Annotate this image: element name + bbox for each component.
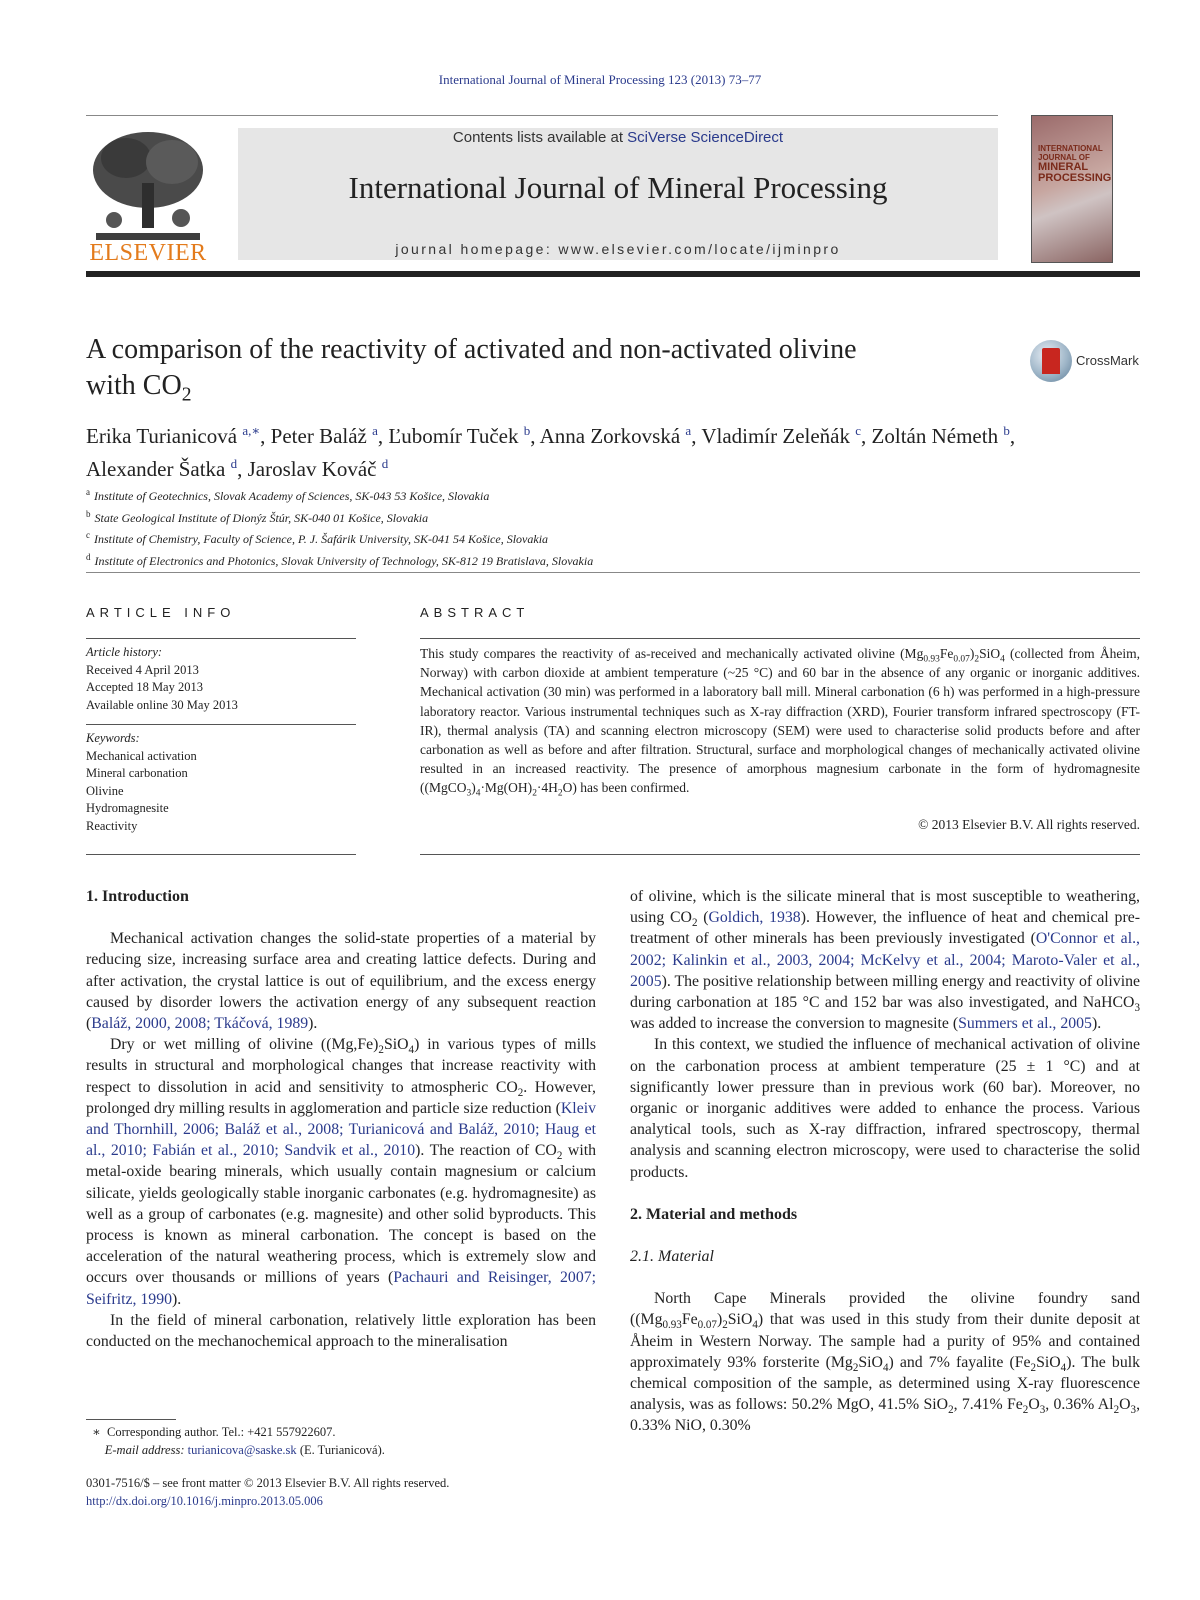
author-affil-link[interactable]: d	[381, 456, 389, 471]
section-rule	[86, 572, 1140, 573]
online-date: Available online 30 May 2013	[86, 697, 238, 712]
author-name: Ľubomír Tuček	[388, 424, 519, 448]
contents-prefix: Contents lists available at	[452, 129, 628, 146]
affiliation-item: $^c$ Institute of Chemistry, Faculty of Science, P. J. Šafárik University, SK-041 54 Košice, Slovakia	[86, 530, 549, 546]
journal-homepage[interactable]: journal homepage: www.elsevier.com/locate/ijminpro	[395, 241, 841, 257]
article-history	[86, 644, 356, 714]
citation-link[interactable]: Kleiv and Thornhill, 2006; Baláž et al., 2008; Turianicová and Baláž, 2010; Haug et al., 2010; Fabián et al., 2010; Sandvik et al., 2010	[86, 1099, 596, 1160]
keyword: Hydromagnesite	[86, 801, 169, 815]
citation-link[interactable]: Pachauri and Reisinger, 2007; Seifritz, 1990	[86, 1269, 597, 1308]
contents-line	[238, 128, 998, 148]
crossmark-badge[interactable]	[1030, 340, 1200, 384]
keywords-rule	[86, 724, 356, 725]
abstract-heading: ABSTRACT	[420, 605, 530, 620]
author-affil-link[interactable]: a,∗	[242, 423, 261, 438]
history-label: Article history:	[86, 645, 163, 659]
keyword: Mineral carbonation	[86, 766, 188, 780]
cover-title: INTERNATIONAL JOURNAL OF MINERAL PROCESSING	[1038, 144, 1112, 184]
abstract-text: This study compares the reactivity of as-received and mechanically activated olivine $(Mg_{0.93}Fe_{0.07})_2SiO_4$ (collected from Åheim, Norway) with carbon dioxide at ambient temperature (~25 °C) and 60 bar in the absence of any organic or inorganic additives. Mechanical activation (30 min) was performed in a laboratory ball mill. Mineral carbonation (6 h) was performed in a high-pressure laboratory reactor. Various instrumental techniques such as X-ray diffraction (XRD), Fourier transform infrared spectroscopy (FT-IR), thermal analysis (TA) and scanning electron microscopy (SEM) were used to characterise solid products before and after carbonation as well as before and after filtration. Structural, surface and morphological changes of mechanically activated olivine resulted in an increased reactivity. The presence of amorphous magnesium carbonate in the form of hydromagnesite $((MgCO_3)_4\cdot Mg(OH)_2\cdot 4H_2O)$ has been confirmed.	[420, 646, 1141, 800]
crossmark-label: CrossMark	[1076, 353, 1139, 368]
footnote-line: ∗ Corresponding author. Tel.: +421 557922607.	[92, 1425, 336, 1439]
footnote-email-line: E-mail address: turianicova@saske.sk (E. Turianicová).	[104, 1442, 385, 1457]
doi-link[interactable]: http://dx.doi.org/10.1016/j.minpro.2013.05.006	[86, 1493, 323, 1508]
front-matter	[86, 1475, 606, 1510]
author-name: Vladimír Zeleňák	[701, 424, 851, 448]
citation-link[interactable]: Goldich, 1938	[708, 909, 801, 927]
front-matter-text: 0301-7516/$ – see front matter © 2013 Elsevier B.V. All rights reserved.	[86, 1476, 450, 1490]
methods-heading: 2. Material and methods	[630, 1205, 798, 1223]
body-paragraph: In this context, we studied the influence of mechanical activation of olivine on the carbonation process at ambient temperature (25 ± 1 °C) and at significantly lower pressure than in previous work (60 bar). Moreover, no organic or inorganic additives were added to enhance the process. Various analytical tools, such as X-ray diffraction, infrared spectroscopy, thermal analysis and scanning electron microscopy, were used to characterise the solid products.	[630, 1036, 1140, 1181]
affiliation-item: $^d$ Institute of Electronics and Photonics, Slovak University of Technology, SK-812 19 Bratislava, Slovakia	[86, 551, 594, 568]
author-name: Zoltán Németh	[871, 424, 999, 448]
abstract-end-rule	[420, 854, 1140, 855]
journal-cover-image	[1031, 115, 1113, 263]
author-affil-link[interactable]: b	[1003, 423, 1010, 438]
citation-link[interactable]: Summers et al., 2005	[958, 1015, 1092, 1033]
author-affil-link[interactable]: d	[230, 456, 238, 471]
author-name: Anna Zorkovská	[539, 424, 681, 448]
header-rule	[86, 115, 998, 116]
journal-citation[interactable]: International Journal of Mineral Processing 123 (2013) 73–77	[438, 72, 762, 87]
keyword: Mechanical activation	[86, 748, 197, 763]
received-date: Received 4 April 2013	[86, 662, 199, 677]
cover-title-main: MINERAL PROCESSING	[1038, 161, 1112, 184]
author-affil-link[interactable]: a	[685, 423, 692, 438]
footnote-rule	[86, 1419, 176, 1420]
abstract-copyright: © 2013 Elsevier B.V. All rights reserved.	[918, 817, 1140, 832]
accepted-date: Accepted 18 May 2013	[86, 680, 203, 694]
author-name: Jaroslav Kováč	[247, 457, 377, 481]
article-info-end-rule	[86, 854, 356, 855]
corresponding-author-footnote	[86, 1424, 606, 1459]
journal-name: International Journal of Mineral Processing	[348, 170, 888, 205]
abstract-rule	[420, 638, 1140, 639]
title-line-1: A comparison of the reactivity of activated and non-activated olivine	[86, 334, 857, 365]
keyword: Olivine	[86, 783, 124, 798]
author-affil-link[interactable]: a	[372, 423, 378, 438]
body-paragraph: of olivine, which is the silicate mineral that is most susceptible to weathering, using $CO_2$ (Goldich, 1938). However, the influence of heat and chemical pre-treatment of other minerals has been previously investigated (O'Connor et al., 2002; Kalinkin et al., 2003, 2004; McKelvy et al., 2004; Maroto-Valer et al., 2005). The positive relationship between milling energy and reactivity of olivine during carbonation at 185 °C and 152 bar was also investigated, and NaHCO$_3$ was added to increase the conversion to magnesite (Summers et al., 2005).	[630, 888, 1140, 1033]
affiliation-list	[86, 484, 986, 570]
body-paragraph: In the field of mineral carbonation, relatively little exploration has been conducted on the mechanochemical approach to the mineralisation	[86, 1311, 596, 1351]
elsevier-wordmark: ELSEVIER	[89, 240, 207, 266]
keywords-block	[86, 730, 356, 835]
keywords-label: Keywords:	[86, 731, 140, 745]
email-link[interactable]: turianicova@saske.sk	[187, 1442, 297, 1457]
article-info-heading: ARTICLE INFO	[86, 605, 236, 620]
body-left-column	[86, 886, 596, 1352]
author-name: Peter Baláž	[270, 424, 367, 448]
body-paragraph: North Cape Minerals provided the olivine foundry sand $((Mg_{0.93}Fe_{0.07})_2SiO_4)$ that was used in this study from their dunite deposit at Åheim in Western Norway. The sample had a purity of 95% and contained approximately 93% forsterite $(Mg_2SiO_4)$ and 7% fayalite $(Fe_2SiO_4)$. The bulk chemical composition of the sample, as determined using X-ray fluorescence analysis, was as follows: 50.2% MgO, 41.5% SiO$_2$, 7.41% $Fe_2O_3$, 0.36% $Al_2O_3$, 0.33% NiO, 0.30%	[630, 1290, 1141, 1435]
affiliation-item: $^b$ State Geological Institute of Dionýz Štúr, SK-040 01 Košice, Slovakia	[86, 508, 429, 525]
author-affil-link[interactable]: b	[523, 423, 531, 438]
intro-heading: 1. Introduction	[86, 888, 189, 905]
title-line-2: with CO	[86, 370, 182, 401]
keyword: Reactivity	[86, 818, 138, 833]
material-heading: 2.1. Material	[630, 1248, 714, 1266]
body-paragraph: Mechanical activation changes the solid-state properties of a material by reducing size, increasing surface area and creating lattice defects. During and after activation, the crystal lattice is out of equilibrium, and the excess energy caused by disorder lowers the activation energy of any subsequent reaction (Baláž, 2000, 2008; Tkáčová, 1989).	[86, 930, 596, 1033]
body-paragraph: Dry or wet milling of olivine $((Mg,Fe)_2SiO_4)$ in various types of mills results in structural and morphological changes that increase reactivity with respect to dissolution in acid and sensitivity to atmospheric $CO_2$. However, prolonged dry milling results in agglomeration and particle size reduction (Kleiv and Thornhill, 2006; Baláž et al., 2008; Turianicová and Baláž, 2010; Haug et al., 2010; Fabián et al., 2010; Sandvik et al., 2010). The reaction of $CO_2$ with metal-oxide bearing minerals, which usually contain magnesium or calcium silicate, yields geologically stable inorganic carbonates (e.g. hydromagnesite) as well as a group of carbonates (e.g. magnesite) and other solid byproducts. This process is known as mineral carbonation. The concept is based on the acceleration of the natural weathering process, which is extremely slow and occurs over thousands or millions of years (Pachauri and Reisinger, 2007; Seifritz, 1990).	[86, 1036, 597, 1308]
affiliation-item: $^a$ Institute of Geotechnics, Slovak Academy of Sciences, SK-043 53 Košice, Slovakia	[86, 487, 490, 503]
header-thick-rule	[86, 271, 1140, 277]
author-list: Erika Turianicová $^{a,∗}$, Peter Baláž $^a$, Ľubomír Tuček $^b$, Anna Zorkovská $^a$, Vladimír Zeleňák $^c$, Zoltán Németh $^b$, Alexander Šatka $^d$, Jaroslav Kováč $^d$	[86, 423, 1016, 481]
sciencedirect-link[interactable]: SciVerse ScienceDirect	[627, 129, 784, 146]
article-title: A comparison of the reactivity of activated and non-activated olivine with $CO_2$	[86, 334, 857, 406]
author-affil-link[interactable]: c	[855, 423, 862, 438]
author-name: Erika Turianicová	[86, 424, 238, 448]
citation-link[interactable]: Baláž, 2000, 2008; Tkáčová, 1989	[91, 1015, 309, 1033]
crossmark-icon	[1030, 340, 1072, 382]
author-name: Alexander Šatka	[86, 457, 226, 481]
article-info-rule	[86, 638, 356, 639]
body-right-column	[630, 886, 1140, 1437]
citation-link[interactable]: O'Connor et al., 2002; Kalinkin et al., 2003, 2004; McKelvy et al., 2004; Maroto-Valer et al., 2005	[630, 930, 1140, 990]
